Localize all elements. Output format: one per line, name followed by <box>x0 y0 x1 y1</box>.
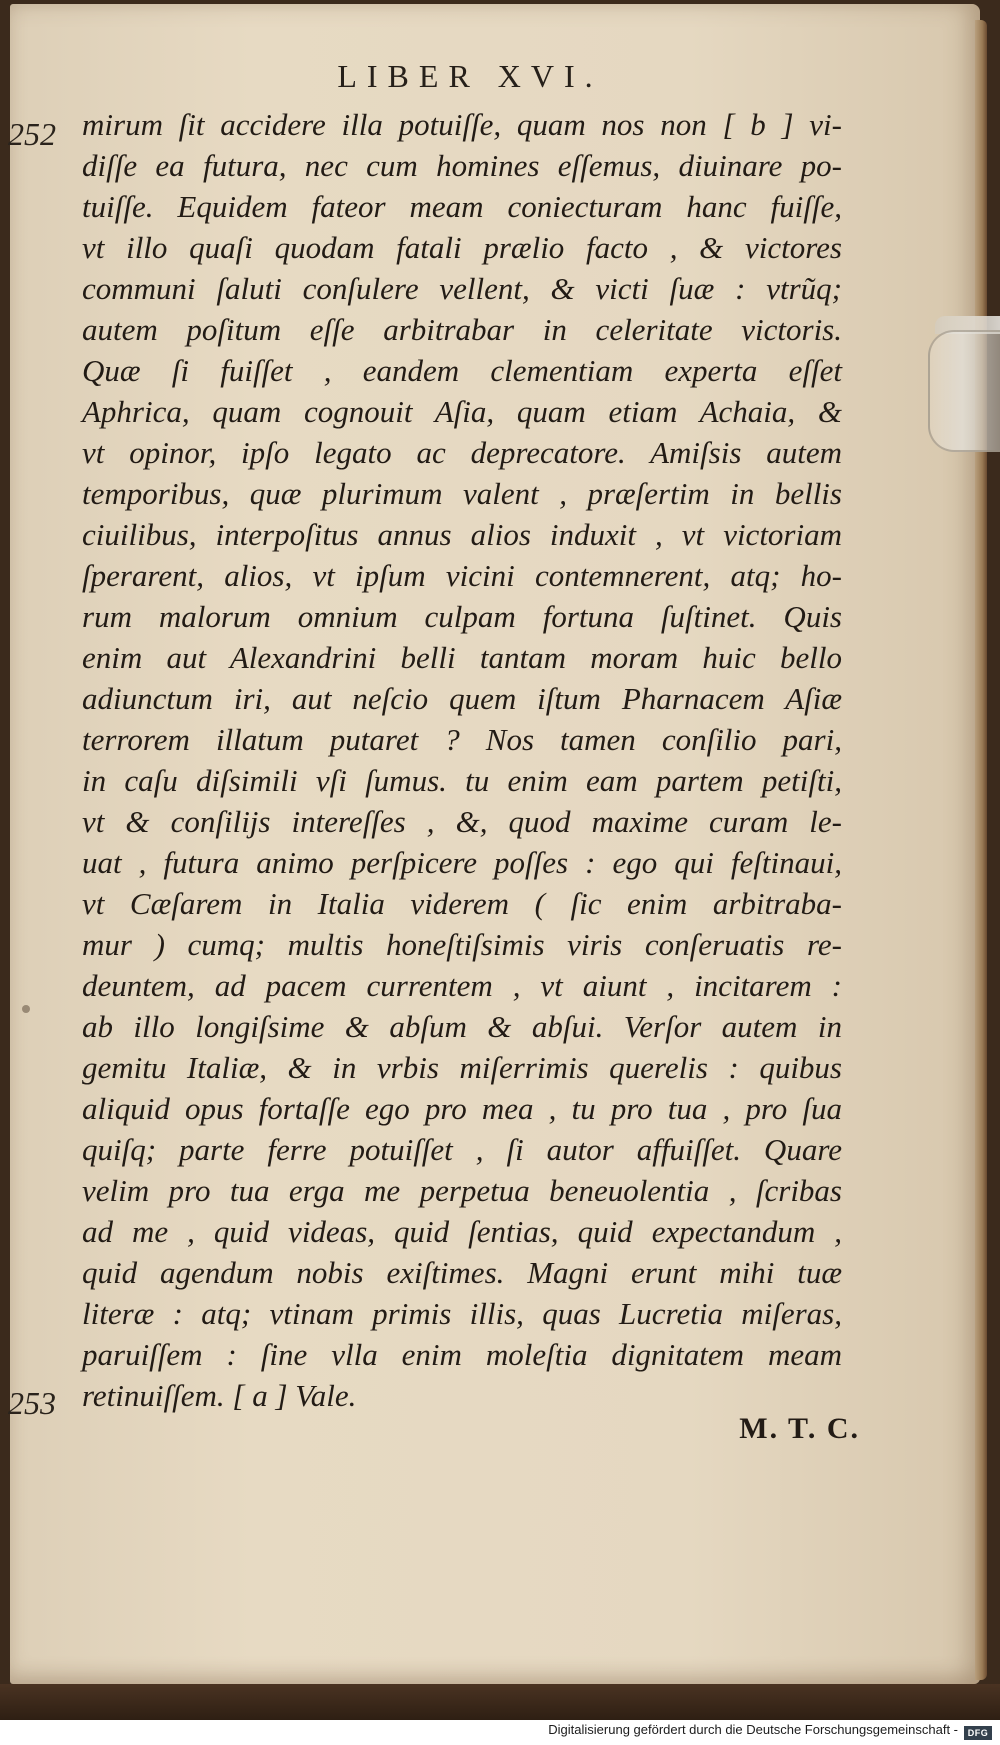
running-head: LIBER XVI. <box>337 58 603 94</box>
text-line: vt Cæſarem in Italia viderem ( ſic enim arbitraba- <box>82 886 842 921</box>
page-edge <box>975 20 987 1680</box>
text-line: deuntem, ad pacem currentem , vt aiunt , incitarem : <box>82 968 842 1003</box>
digitization-credit: Digitalisierung gefördert durch die Deutsche Forschungsgemeinschaft - <box>548 1722 958 1737</box>
text-line: aliquid opus fortaſſe ego pro mea , tu pro tua , pro ſua <box>82 1091 842 1126</box>
text-line: rum malorum omnium culpam fortuna ſuſtinet. Quis <box>82 599 842 634</box>
text-line: in caſu diſsimili vſi ſumus. tu enim eam partem petiſti, <box>82 763 842 798</box>
text-line: quiſq; parte ferre potuiſſet , ſi autor affuiſſet. Quare <box>82 1132 842 1167</box>
text-line: temporibus, quæ plurimum valent , præſertim in bellis <box>82 476 842 511</box>
text-line: quid agendum nobis exiſtimes. Magni erunt mihi tuæ <box>82 1255 842 1290</box>
text-line: mirum ſit accidere illa potuiſſe, quam nos non [ b ] vi- <box>82 107 842 142</box>
ink-spot <box>22 1005 30 1013</box>
text-line: adiunctum iri, aut neſcio quem iſtum Pharnacem Aſiæ <box>82 681 842 716</box>
text-line: vt illo quaſi quodam fatali prælio facto , & victores <box>82 230 842 265</box>
dfg-logo-icon: DFG <box>964 1726 992 1740</box>
text-line: enim aut Alexandrini belli tantam moram huic bello <box>82 640 842 675</box>
text-line: diſſe ea futura, nec cum homines eſſemus, diuinare po- <box>82 148 842 183</box>
text-line: autem poſitum eſſe arbitrabar in celeritate victoris. <box>82 312 842 347</box>
margin-number: 253 <box>8 1385 56 1421</box>
text-line: gemitu Italiæ, & in vrbis miſerrimis querelis : quibus <box>82 1050 842 1085</box>
signature-initials: M. T. C. <box>739 1412 860 1445</box>
text-line: ab illo longiſsime & abſum & abſui. Verſor autem in <box>82 1009 842 1044</box>
text-line: ciuilibus, interpoſitus annus alios induxit , vt victoriam <box>82 517 842 552</box>
text-line: Quæ ſi fuiſſet , eandem clementiam experta eſſet <box>82 353 842 388</box>
text-line-closing: retinuiſſem. [ a ] Vale. <box>82 1378 357 1413</box>
text-line: terrorem illatum putaret ? Nos tamen conſilio pari, <box>82 722 842 757</box>
text-line: ſperarent, alios, vt ipſum vicini contemnerent, atq; ho- <box>82 558 842 593</box>
text-line: uat , futura animo perſpicere poſſes : ego qui feſtinaui, <box>82 845 842 880</box>
text-line: vt opinor, ipſo legato ac deprecatore. Amiſsis autem <box>82 435 842 470</box>
text-line: Aphrica, quam cognouit Aſia, quam etiam Achaia, & <box>82 394 842 429</box>
margin-number: 252 <box>8 116 56 152</box>
text-line: communi ſaluti conſulere vellent, & victi ſuæ : vtrũq; <box>82 271 842 306</box>
text-line: ad me , quid videas, quid ſentias, quid expectandum , <box>82 1214 842 1249</box>
book-cover-edge <box>0 1684 1000 1720</box>
text-line: literæ : atq; vtinam primis illis, quas Lucretia miſeras, <box>82 1296 842 1331</box>
letter-text <box>82 104 842 1416</box>
text-line: velim pro tua erga me perpetua beneuolentia , ſcribas <box>82 1173 842 1208</box>
text-line: tuiſſe. Equidem fateor meam coniecturam hanc fuiſſe, <box>82 189 842 224</box>
text-line: vt & conſilijs intereſſes , &, quod maxime curam le- <box>82 804 842 839</box>
text-line: mur ) cumq; multis honeſtiſsimis viris conſeruatis re- <box>82 927 842 962</box>
page-clasp <box>928 330 1000 452</box>
text-line: paruiſſem : ſine vlla enim moleſtia dignitatem meam <box>82 1337 842 1372</box>
